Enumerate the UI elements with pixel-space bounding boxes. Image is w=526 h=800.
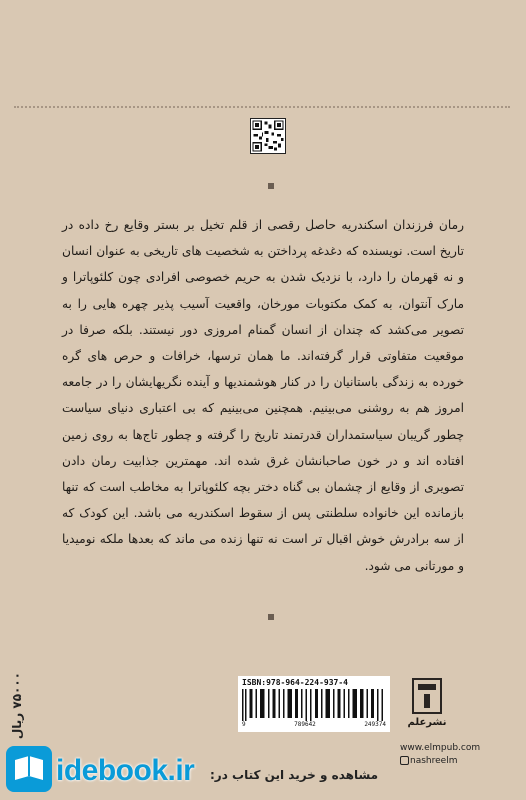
book-description <box>62 212 464 579</box>
price-label: ۷۵۰۰۰ ریال <box>10 672 24 740</box>
watermark-banner[interactable] <box>0 740 526 800</box>
bottom-marker <box>268 614 274 620</box>
top-marker <box>268 183 274 189</box>
website-link[interactable]: www.elmpub.com <box>400 743 481 753</box>
barcode-digit-group: 9 <box>242 721 246 728</box>
top-decorative-frame <box>14 14 510 108</box>
watermark-slogan: مشاهده و خرید این کتاب در: <box>210 768 379 782</box>
barcode-digit-group: 249374 <box>364 721 386 728</box>
publisher-mark-icon <box>412 678 442 714</box>
barcode-bars <box>242 689 386 721</box>
isbn-text: ISBN:978-964-224-937-4 <box>242 678 348 687</box>
publisher-logo <box>405 678 449 738</box>
publisher-name: نشرعلم <box>407 717 447 728</box>
watermark-brand: idebook.ir <box>56 754 195 787</box>
instagram-label: nashreelm <box>410 756 458 766</box>
barcode-digit-group: 789642 <box>294 721 316 728</box>
description-paragraph: رمان فرزندان اسکندریه حاصل رقصی از قلم تخیل بر بستر وقایع رخ داده در تاریخ است. نویسنده که دغدغه پرداختن به شخصیت های تاریخی به عنوان انسان و نه قهرمان را دارد، با نزدیک شدن به حریم خصوصی افرادی چون کلئوپاترا و مارک آنتوان، به کمک مکتوبات مورخان، واقعیت آسیب پذیر چهره هایی را به تصویر می‌کشد که چندان از انسان گمنام امروزی دور نیستند. بلکه صرفا در موقعیت متفاوتی قرار گرفته‌اند. ما همان ترسها، خرافات و حرص های گره خورده به زندگی باستانیان را در کنار هوشمندیها و آینده نگریهایشان را در جامعه امروز هم به روشنی می‌بینیم. همچنین می‌بینیم که بی اعتباری دنیای سیاست چطور گریبان سیاستمداران قدرتمند تاریخ را گرفته و چطور تاج‌ها به روی زمین افتاده اند و در خون صاحبانشان غرق شده اند. مهمترین جذابیت رمان دادن تصویری از وقایع از چشمان بی گناه دختر بچه کلئوپاترا به مخاطب است که تنها بازمانده این خانواده سلطنتی پس از سقوط اسکندریه می باشد. این کودک که از سه برادرش خوش اقبال تر است نه تنها زنده می ماند که بعدها ملکه نومیدیا و مورتانی می شود. <box>62 218 464 573</box>
qr-code <box>250 118 286 154</box>
barcode-digits <box>242 721 386 728</box>
isbn-barcode <box>238 676 390 732</box>
idebook-logo-icon <box>6 746 52 792</box>
